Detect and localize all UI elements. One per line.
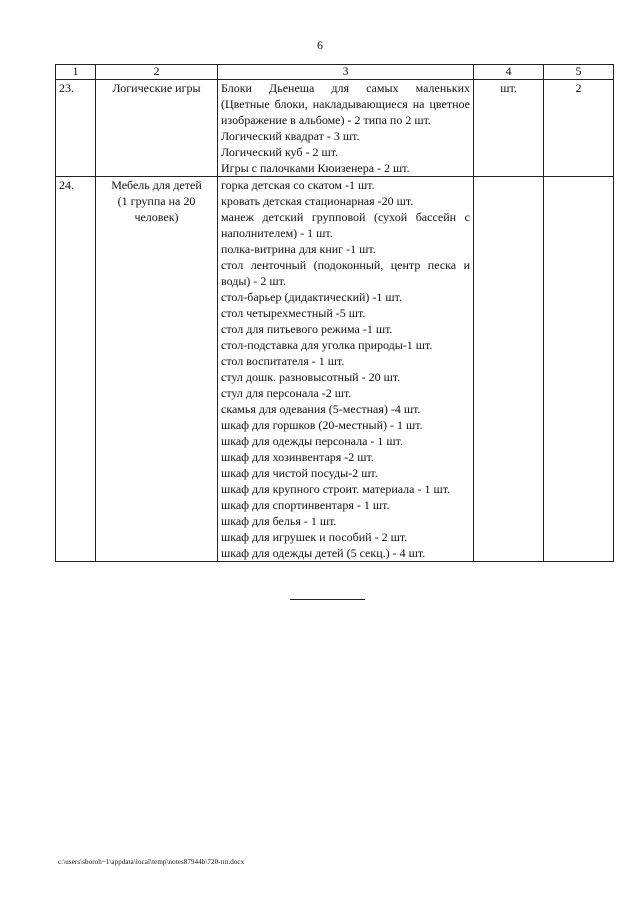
list-item: шкаф для хозинвентаря -2 шт. bbox=[221, 450, 374, 464]
column-header: 3 bbox=[218, 65, 474, 80]
list-item: наполнителем) - 1 шт. bbox=[221, 226, 333, 240]
list-item: шкаф для горшков (20-местный) - 1 шт. bbox=[221, 418, 423, 432]
list-item: манеж детский групповой (сухой бассейн с bbox=[221, 210, 470, 224]
list-item: стол четырехместный -5 шт. bbox=[221, 306, 366, 320]
item-list bbox=[218, 80, 474, 177]
item-list bbox=[218, 177, 474, 562]
list-item: шкаф для одежды детей (5 секц.) - 4 шт. bbox=[221, 546, 426, 560]
equipment-table bbox=[55, 64, 614, 562]
column-header: 2 bbox=[96, 65, 218, 80]
list-item: стол для питьевого режима -1 шт. bbox=[221, 322, 393, 336]
file-path-footer: c:\users\sboroh~1\appdata\local\temp\notes87944b\720-пп.docx bbox=[58, 858, 245, 866]
list-item: шкаф для игрушек и пособий - 2 шт. bbox=[221, 530, 408, 544]
list-item: шкаф для крупного строит. материала - 1 шт. bbox=[221, 482, 451, 496]
column-header: 5 bbox=[544, 65, 614, 80]
unit-cell bbox=[474, 177, 544, 562]
category-line: Мебель для детей bbox=[111, 178, 202, 192]
table-header-row bbox=[56, 65, 614, 80]
list-item: Игры с палочками Кюизенера - 2 шт. bbox=[221, 161, 410, 175]
list-item: (Цветные блоки, накладывающиеся на цветное bbox=[221, 97, 470, 111]
end-separator-line bbox=[290, 599, 365, 600]
category-line: (1 группа на 20 bbox=[117, 194, 196, 208]
table-row bbox=[56, 177, 614, 562]
item-category bbox=[96, 177, 218, 562]
row-number: 23. bbox=[56, 80, 96, 177]
list-item: воды) - 2 шт. bbox=[221, 274, 286, 288]
list-item: Логический квадрат - 3 шт. bbox=[221, 129, 360, 143]
list-item: стол ленточный (подоконный, центр песка и bbox=[221, 258, 470, 272]
quantity-cell bbox=[544, 177, 614, 562]
list-item: шкаф для белья - 1 шт. bbox=[221, 514, 337, 528]
list-item: Блоки Дьенеша для самых маленьких bbox=[221, 81, 470, 95]
list-item: стул дошк. разновысотный - 20 шт. bbox=[221, 370, 401, 384]
item-category: Логические игры bbox=[96, 80, 218, 177]
list-item: скамья для одевания (5-местная) -4 шт. bbox=[221, 402, 421, 416]
list-item: полка-витрина для книг -1 шт. bbox=[221, 242, 376, 256]
list-item: шкаф для спортинвентаря - 1 шт. bbox=[221, 498, 390, 512]
list-item: шкаф для одежды персонала - 1 шт. bbox=[221, 434, 403, 448]
column-header: 4 bbox=[474, 65, 544, 80]
list-item: изображение в альбоме) - 2 типа по 2 шт. bbox=[221, 113, 431, 127]
row-number: 24. bbox=[56, 177, 96, 562]
list-item: шкаф для чистой посуды-2 шт. bbox=[221, 466, 378, 480]
quantity-cell: 2 bbox=[544, 80, 614, 177]
column-header: 1 bbox=[56, 65, 96, 80]
list-item: стул для персонала -2 шт. bbox=[221, 386, 352, 400]
category-line: человек) bbox=[134, 210, 179, 224]
table-row bbox=[56, 80, 614, 177]
page-number: 6 bbox=[317, 38, 323, 52]
list-item: стол воспитателя - 1 шт. bbox=[221, 354, 345, 368]
list-item: горка детская со скатом -1 шт. bbox=[221, 178, 375, 192]
unit-cell: шт. bbox=[474, 80, 544, 177]
list-item: кровать детская стационарная -20 шт. bbox=[221, 194, 414, 208]
list-item: Логический куб - 2 шт. bbox=[221, 145, 339, 159]
list-item: стол-подставка для уголка природы-1 шт. bbox=[221, 338, 433, 352]
list-item: стол-барьер (дидактический) -1 шт. bbox=[221, 290, 402, 304]
